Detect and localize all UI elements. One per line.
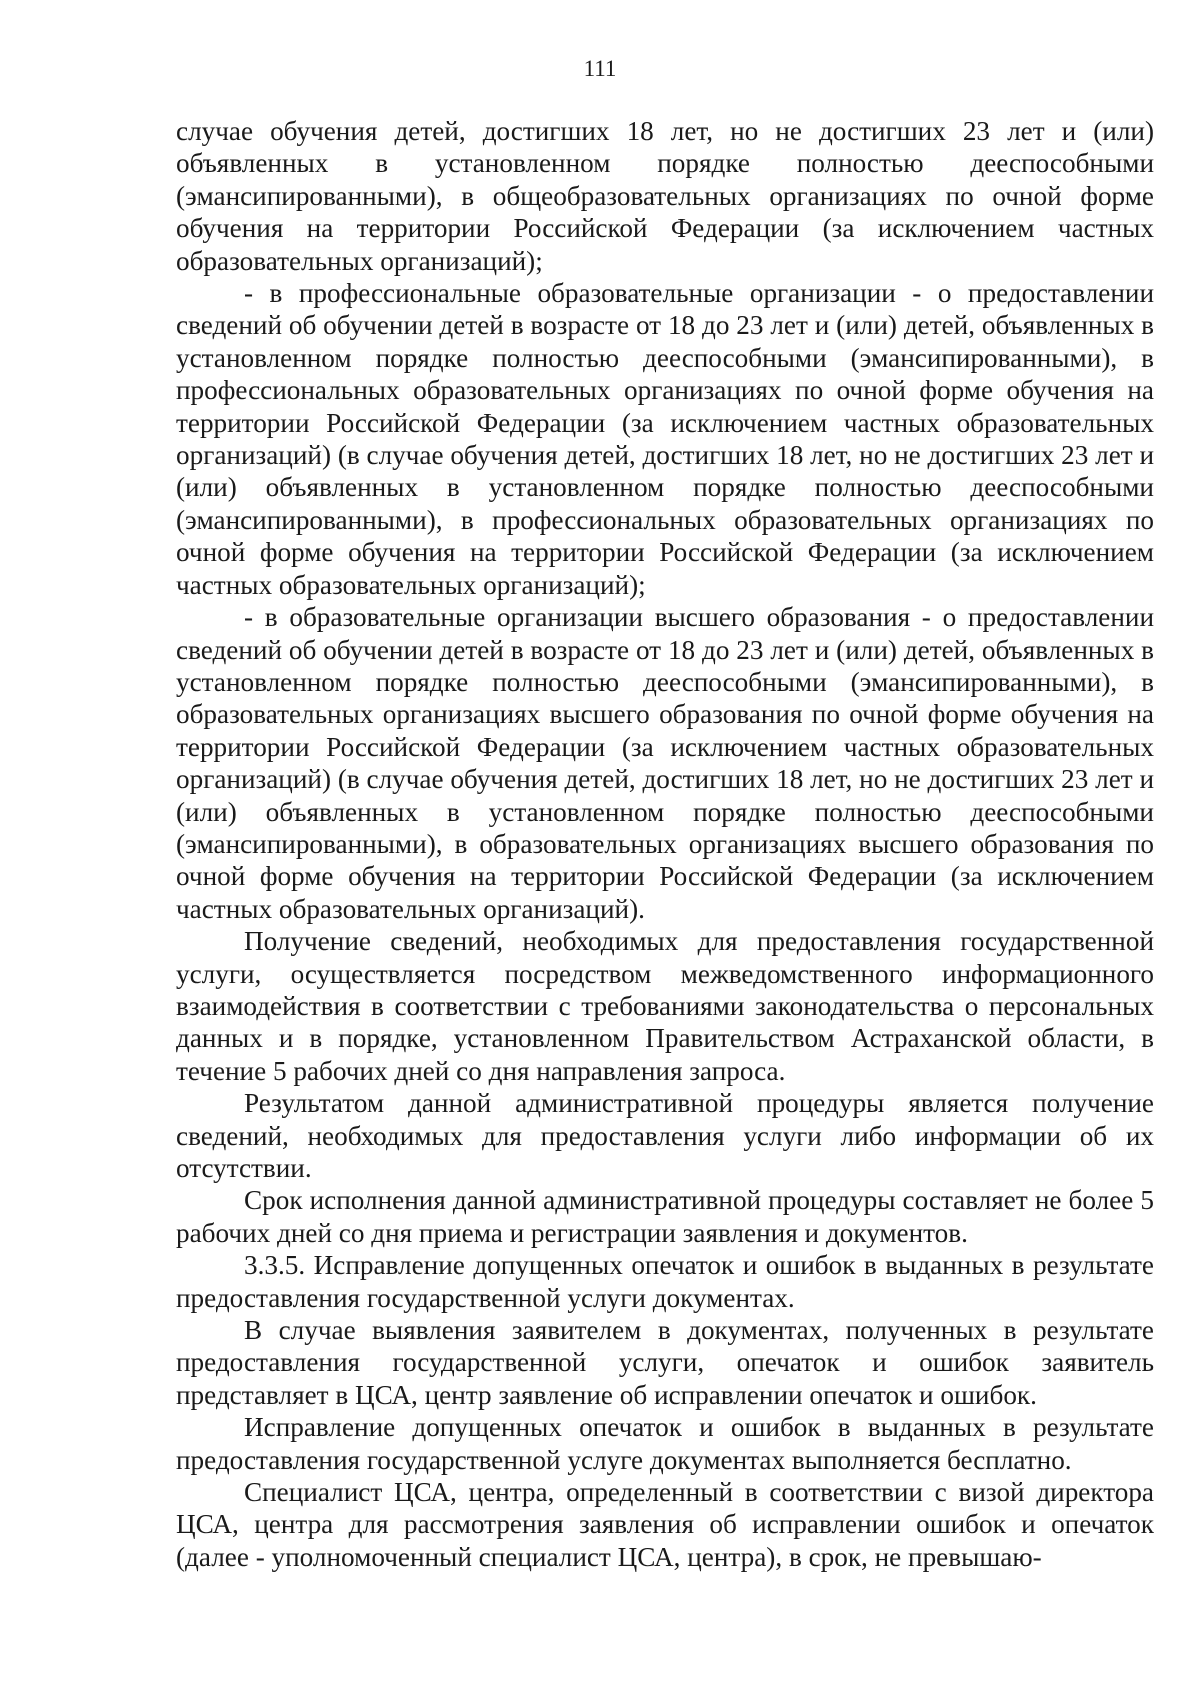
paragraph: В случае выявления заявителем в документах, полученных в результате предоставления государственной услуги, опечаток и ошибок заявитель представляет в ЦСА, центр заявление об исправлении опечаток и ошибок. [176,1315,1154,1410]
document-body [176,115,1154,1573]
section-heading-paragraph: 3.3.5. Исправление допущенных опечаток и ошибок в выданных в результате предоставления государственной услуги документах. [176,1250,1154,1313]
paragraph: Специалист ЦСА, центра, определенный в соответствии с визой директора ЦСА, центра для рассмотрения заявления об исправлении ошибок и опечаток (далее - уполномоченный специалист ЦСА, центра), в срок, не превышаю- [176,1477,1154,1572]
paragraph: - в образовательные организации высшего образования - о предоставлении сведений об обучении детей в возрасте от 18 до 23 лет и (или) детей, объявленных в установленном порядке полностью дееспособными (эмансипированными), в образовательных организациях высшего образования по очной форме обучения на территории Российской Федерации (за исключением частных образовательных организаций) (в случае обучения детей, достигших 18 лет, но не достигших 23 лет и (или) объявленных в установленном порядке полностью дееспособными (эмансипированными), в образовательных организациях высшего образования по очной форме обучения на территории Российской Федерации (за исключением частных образовательных организаций). [176,602,1154,924]
paragraph: - в профессиональные образовательные организации - о предоставлении сведений об обучении детей в возрасте от 18 до 23 лет и (или) детей, объявленных в установленном порядке полностью дееспособными (эмансипированными), в профессиональных образовательных организациях по очной форме обучения на территории Российской Федерации (за исключением частных образовательных организаций) (в случае обучения детей, достигших 18 лет, но не достигших 23 лет и (или) объявленных в установленном порядке полностью дееспособными (эмансипированными), в профессиональных образовательных организациях по очной форме обучения на территории Российской Федерации (за исключением частных образовательных организаций); [176,278,1154,600]
paragraph: случае обучения детей, достигших 18 лет, но не достигших 23 лет и (или) объявленных в установленном порядке полностью дееспособными (эмансипированными), в общеобразовательных организациях по очной форме обучения на территории Российской Федерации (за исключением частных образовательных организаций); [176,116,1154,276]
paragraph: Результатом данной административной процедуры является получение сведений, необходимых для предоставления услуги либо информации об их отсутствии. [176,1088,1154,1183]
page-number: 111 [583,56,617,81]
paragraph: Получение сведений, необходимых для предоставления государственной услуги, осуществляется посредством межведомственного информационного взаимодействия в соответствии с требованиями законодательства о персональных данных и в порядке, установленном Правительством Астраханской области, в течение 5 рабочих дней со дня направления запроса. [176,926,1154,1086]
paragraph: Исправление допущенных опечаток и ошибок в выданных в результате предоставления государственной услуге документах выполняется бесплатно. [176,1412,1154,1475]
paragraph: Срок исполнения данной административной процедуры составляет не более 5 рабочих дней со дня приема и регистрации заявления и документов. [176,1185,1154,1248]
